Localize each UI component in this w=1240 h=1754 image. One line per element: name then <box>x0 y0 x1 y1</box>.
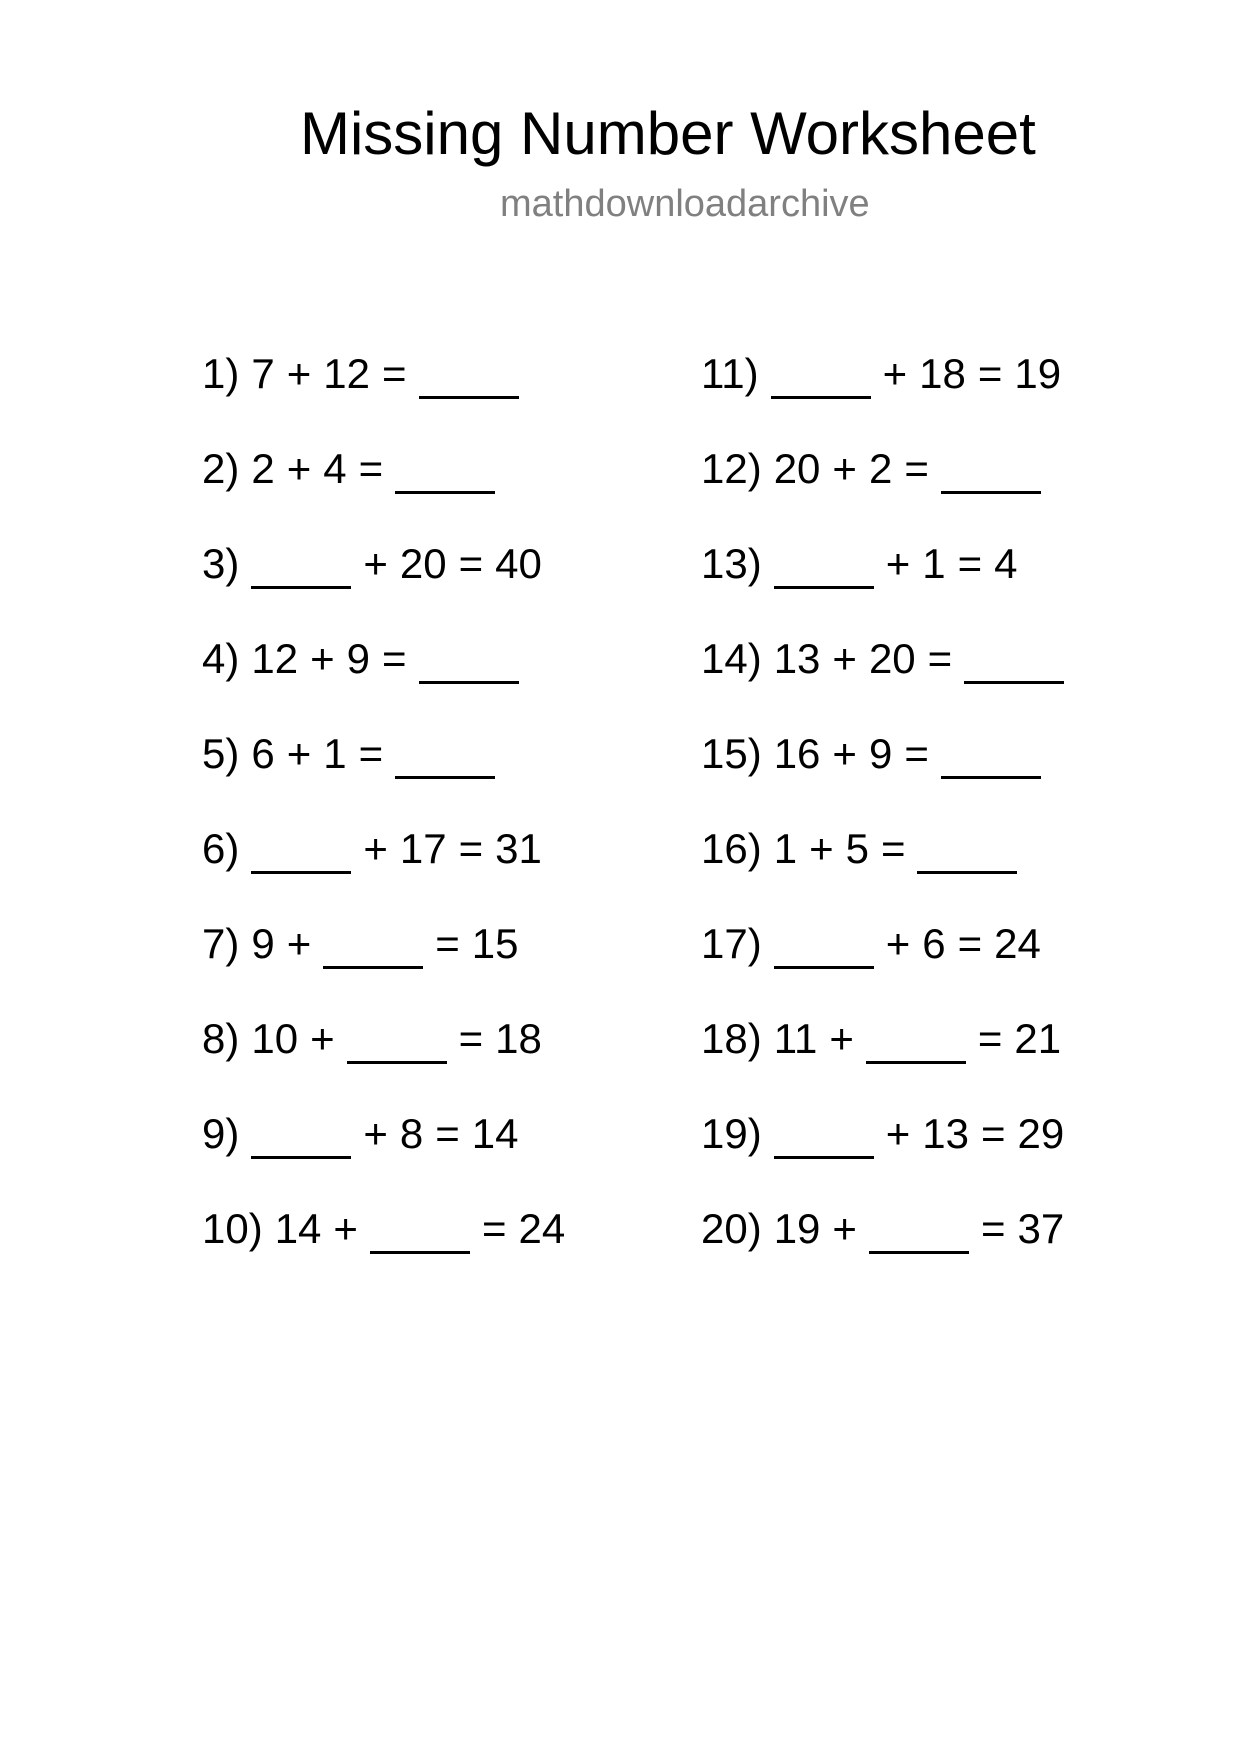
problem-number: 10) <box>202 1205 263 1252</box>
problem-number: 2) <box>202 445 240 492</box>
operand: 14 <box>274 1205 322 1252</box>
problem-number: 17) <box>701 920 762 967</box>
problem-row <box>202 825 577 920</box>
operand: 13 <box>922 1110 969 1157</box>
operand: 13 <box>773 635 821 682</box>
problem-row <box>202 730 577 825</box>
problem-number: 4) <box>202 635 240 682</box>
problem-row <box>701 920 1076 1015</box>
answer-blank[interactable] <box>419 350 519 399</box>
problem-row <box>202 1205 577 1300</box>
operand: 2 <box>868 445 893 492</box>
problems-column-left <box>202 350 577 1300</box>
operand: 6 <box>922 920 946 967</box>
problem-row <box>202 350 577 445</box>
problem-number: 18) <box>701 1015 762 1062</box>
plus-sign: + <box>885 1110 911 1157</box>
plus-sign: + <box>286 350 312 397</box>
operand: 1 <box>922 540 946 587</box>
answer-blank[interactable] <box>251 1110 351 1159</box>
answer-blank[interactable] <box>774 1110 874 1159</box>
operand: 18 <box>495 1015 542 1062</box>
problem-row <box>701 635 1076 730</box>
problem-row <box>202 1110 577 1205</box>
problem-number: 14) <box>701 635 762 682</box>
plus-sign: + <box>310 1015 335 1062</box>
plus-sign: + <box>885 540 911 587</box>
operand: 12 <box>323 350 370 397</box>
plus-sign: + <box>885 920 911 967</box>
equals-sign: = <box>927 635 953 682</box>
operand: 11 <box>773 1015 818 1062</box>
equals-sign: = <box>358 445 384 492</box>
answer-blank[interactable] <box>323 920 423 969</box>
problem-row <box>202 540 577 635</box>
plus-sign: + <box>286 730 312 777</box>
problem-number: 8) <box>202 1015 240 1062</box>
operand: 19 <box>1014 350 1062 397</box>
plus-sign: + <box>310 635 335 682</box>
problem-number: 7) <box>202 920 240 967</box>
problem-number: 19) <box>701 1110 762 1157</box>
equals-sign: = <box>435 1110 460 1157</box>
operand: 2 <box>251 445 275 492</box>
problem-row <box>701 445 1076 540</box>
answer-blank[interactable] <box>941 445 1041 494</box>
operand: 19 <box>773 1205 821 1252</box>
equals-sign: = <box>481 1205 507 1252</box>
equals-sign: = <box>458 1015 484 1062</box>
plus-sign: + <box>832 445 857 492</box>
problem-number: 6) <box>202 825 240 872</box>
operand: 40 <box>495 540 542 587</box>
plus-sign: + <box>286 920 312 967</box>
plus-sign: + <box>363 540 388 587</box>
problem-number: 9) <box>202 1110 240 1157</box>
operand: 17 <box>399 825 447 872</box>
answer-blank[interactable] <box>419 635 519 684</box>
problem-row <box>701 540 1076 635</box>
equals-sign: = <box>381 635 407 682</box>
equals-sign: = <box>458 540 484 587</box>
problems-column-right <box>701 350 1076 1300</box>
problem-number: 20) <box>701 1205 762 1252</box>
plus-sign: + <box>286 445 312 492</box>
operand: 9 <box>346 635 370 682</box>
equals-sign: = <box>904 730 929 777</box>
operand: 20 <box>399 540 447 587</box>
operand: 15 <box>471 920 519 967</box>
operand: 4 <box>994 540 1018 587</box>
equals-sign: = <box>957 920 983 967</box>
operand: 21 <box>1014 1015 1062 1062</box>
answer-blank[interactable] <box>869 1205 969 1254</box>
operand: 9 <box>251 920 275 967</box>
answer-blank[interactable] <box>395 445 495 494</box>
operand: 20 <box>773 445 821 492</box>
problem-row <box>202 920 577 1015</box>
answer-blank[interactable] <box>347 1015 447 1064</box>
operand: 24 <box>994 920 1041 967</box>
operand: 20 <box>868 635 916 682</box>
plus-sign: + <box>809 825 834 872</box>
plus-sign: + <box>832 730 857 777</box>
operand: 12 <box>251 635 299 682</box>
problem-row <box>701 350 1076 445</box>
plus-sign: + <box>363 1110 388 1157</box>
operand: 4 <box>323 445 347 492</box>
problem-row <box>701 1205 1076 1300</box>
problem-number: 12) <box>701 445 762 492</box>
problem-number: 5) <box>202 730 240 777</box>
operand: 6 <box>251 730 275 777</box>
problem-number: 11) <box>701 350 759 397</box>
operand: 10 <box>251 1015 299 1062</box>
answer-blank[interactable] <box>917 825 1017 874</box>
problem-number: 13) <box>701 540 762 587</box>
operand: 9 <box>868 730 893 777</box>
operand: 18 <box>919 350 966 397</box>
operand: 1 <box>773 825 798 872</box>
operand: 14 <box>471 1110 519 1157</box>
plus-sign: + <box>829 1015 854 1062</box>
equals-sign: = <box>435 920 460 967</box>
operand: 7 <box>251 350 275 397</box>
problem-row <box>202 635 577 730</box>
answer-blank[interactable] <box>964 635 1064 684</box>
plus-sign: + <box>333 1205 358 1252</box>
answer-blank[interactable] <box>251 540 351 589</box>
worksheet-title: Missing Number Worksheet <box>300 100 1036 167</box>
equals-sign: = <box>957 540 983 587</box>
operand: 31 <box>495 825 542 872</box>
problem-row <box>202 1015 577 1110</box>
operand: 8 <box>399 1110 424 1157</box>
operand: 16 <box>773 730 821 777</box>
equals-sign: = <box>381 350 407 397</box>
answer-blank[interactable] <box>866 1015 966 1064</box>
operand: 5 <box>845 825 869 872</box>
plus-sign: + <box>832 635 857 682</box>
equals-sign: = <box>880 825 906 872</box>
operand: 37 <box>1017 1205 1065 1252</box>
answer-blank[interactable] <box>771 350 871 399</box>
plus-sign: + <box>832 1205 857 1252</box>
problem-number: 15) <box>701 730 762 777</box>
answer-blank[interactable] <box>774 540 874 589</box>
answer-blank[interactable] <box>774 920 874 969</box>
answer-blank[interactable] <box>395 730 495 779</box>
operand: 1 <box>323 730 347 777</box>
plus-sign: + <box>363 825 388 872</box>
equals-sign: = <box>980 1205 1006 1252</box>
problem-row <box>701 825 1076 920</box>
equals-sign: = <box>458 825 484 872</box>
problem-number: 16) <box>701 825 762 872</box>
equals-sign: = <box>977 1015 1003 1062</box>
answer-blank[interactable] <box>251 825 351 874</box>
problem-row <box>202 445 577 540</box>
problem-number: 3) <box>202 540 240 587</box>
equals-sign: = <box>358 730 384 777</box>
problem-row <box>701 730 1076 825</box>
answer-blank[interactable] <box>941 730 1041 779</box>
problem-number: 1) <box>202 350 240 397</box>
problem-row <box>701 1015 1076 1110</box>
equals-sign: = <box>977 350 1003 397</box>
operand: 24 <box>518 1205 566 1252</box>
operand: 29 <box>1017 1110 1065 1157</box>
worksheet-source: mathdownloadarchive <box>500 183 870 225</box>
equals-sign: = <box>904 445 929 492</box>
plus-sign: + <box>882 350 908 397</box>
equals-sign: = <box>980 1110 1006 1157</box>
problem-row <box>701 1110 1076 1205</box>
answer-blank[interactable] <box>370 1205 470 1254</box>
